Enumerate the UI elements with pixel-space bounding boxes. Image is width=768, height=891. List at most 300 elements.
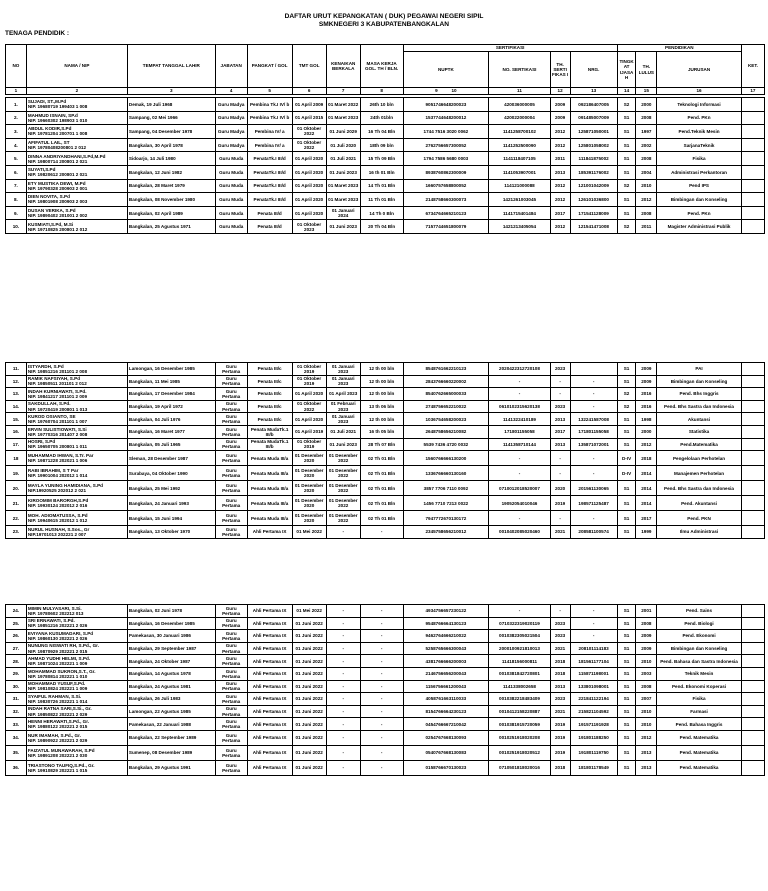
nuptk: 4934756657230122	[403, 605, 489, 618]
jabatan: Guru Pertama	[215, 760, 247, 775]
nuptk: 2345758656210012	[403, 526, 489, 539]
nrg: 125801058002	[570, 138, 617, 152]
nama: MIMIN MULYASARI, S.Si.	[27, 605, 82, 611]
jurusan: Pend. PKN	[657, 511, 742, 526]
nama-nip-cell	[26, 220, 127, 234]
jurusan: Fisika	[657, 693, 742, 706]
tingkat-ijasah: S1	[617, 705, 636, 718]
nuptk: 8548761662210123	[403, 363, 489, 376]
row-number: 13.	[6, 388, 27, 401]
th-sertifikasi: 2018	[550, 655, 570, 668]
nrg: 121001042009	[570, 179, 617, 193]
keterangan	[741, 466, 764, 481]
keterangan	[741, 655, 764, 668]
th-lulus: 2008	[636, 206, 657, 220]
nrg: -	[570, 400, 617, 413]
tmt-gol: 01 Juni 2022	[292, 630, 326, 643]
keterangan	[741, 642, 764, 655]
nrg: 191801188250	[570, 730, 617, 745]
keterangan	[741, 125, 764, 139]
pangkat-gol: Penata MudaTk.1 III/b	[247, 438, 292, 451]
keterangan	[741, 667, 764, 680]
jurusan: Pend.Matematika	[657, 438, 742, 451]
th-lulus: 2009	[636, 363, 657, 376]
nuptk: 1036754658200023	[403, 413, 489, 426]
masa-kerja: 28 Th 07 Bln	[360, 438, 403, 451]
th-sertifikasi: -	[550, 511, 570, 526]
jabatan: Guru Pertama	[215, 705, 247, 718]
no-sertifikasi: 0010251918020512	[489, 745, 551, 760]
keterangan	[741, 496, 764, 511]
th-lulus: 2014	[636, 481, 657, 496]
th-lulus: 2010	[636, 718, 657, 731]
nuptk: 2748756652210022	[403, 400, 489, 413]
th-sertifikasi: 2023	[550, 617, 570, 630]
row-number: 12.	[6, 375, 27, 388]
nip: NIP. 19871024 202221 1 009	[27, 661, 88, 667]
tmt-gol: 01 Desember 2020	[292, 481, 326, 496]
pangkat-gol: Ahli Pertama IX	[247, 526, 292, 539]
nip: NIP. 19780408200801 2 012	[27, 145, 87, 151]
nama-nip-cell	[26, 152, 127, 166]
keterangan	[741, 388, 764, 401]
jurusan: Pend. Matematika	[657, 760, 742, 775]
row-number: 4.	[6, 138, 27, 152]
masa-kerja: 16 th 01 Bln	[360, 165, 403, 179]
nip: NIP. 19871228 202021 1 006	[27, 458, 88, 464]
nama: FAIZATUL MUNAWARAH, S.Pd	[27, 747, 95, 753]
nama-nip-cell	[26, 179, 127, 193]
keterangan	[741, 375, 764, 388]
table-row	[6, 605, 765, 618]
nama: EVIYANA KUSUMADARI, S.Pd	[27, 630, 94, 636]
table-row	[6, 388, 765, 401]
jabatan: Guru Madya	[215, 111, 247, 125]
no-sertifikasi: 1141358710144	[489, 438, 551, 451]
no-sertifikasi: 19052054010046	[489, 496, 551, 511]
jabatan: Guru Pertama	[215, 730, 247, 745]
th-lulus: 2001	[636, 605, 657, 618]
masa-kerja: 24th 01bln	[360, 111, 403, 125]
kenaikan-berkala: 01 Januari 2023	[326, 413, 360, 426]
tmt-gol: 01 Oktober 2022	[292, 400, 326, 413]
th-sertifikasi: 2012	[550, 193, 570, 207]
no-sertifikasi: 1421261003045	[489, 193, 551, 207]
header-kenaikan: KENAIKAN BERKALA	[326, 45, 360, 88]
nama: SAKDULLAH, S.Pd.	[27, 401, 71, 407]
tmt-gol: 01 Oktober 2019	[292, 375, 326, 388]
keterangan	[741, 693, 764, 706]
nama-nip-cell	[26, 111, 127, 125]
nama-nip-cell	[26, 667, 127, 680]
th-sertifikasi: -	[550, 451, 570, 466]
keterangan	[741, 630, 764, 643]
nama: HENNI HERAWATI,S.Pd., Gr.	[27, 719, 90, 725]
th-sertifikasi: 2018	[550, 760, 570, 775]
tmt-gol: 01 Oktober 2023	[292, 220, 326, 234]
nip: NIP. 19720419 200801 1 013	[27, 406, 88, 412]
tingkat-ijasah: S1	[617, 481, 636, 496]
table-row	[6, 496, 765, 511]
kenaikan-berkala: -	[326, 680, 360, 693]
nuptk: 9051746648200023	[403, 98, 489, 112]
nip: NIP. 19851216 202221 2 026	[27, 623, 88, 629]
header-masa-kerja: MASA KERJA GOL. TH / BLN.	[360, 45, 403, 88]
tmt-gol: 01 Juni 2022	[292, 680, 326, 693]
nip: NIP. 19860130 202221 2 026	[27, 635, 88, 641]
table-row	[6, 400, 765, 413]
row-number: 22.	[6, 511, 27, 526]
keterangan	[741, 451, 764, 466]
jurusan: Ilmu Administrasi	[657, 526, 742, 539]
no-sertifikasi: 1141053907001	[489, 165, 551, 179]
tempat-tanggal-lahir: Sampang, 04 Desember 1978	[127, 125, 215, 139]
row-number: 16.	[6, 425, 27, 438]
pangkat-gol: Ahli Pertama IX	[247, 680, 292, 693]
th-sertifikasi: 2017	[550, 425, 570, 438]
th-lulus: 2009	[636, 630, 657, 643]
th-lulus: 2014	[636, 466, 657, 481]
nuptk: 9548766664130123	[403, 617, 489, 630]
th-sertifikasi: -	[550, 375, 570, 388]
tingkat-ijasah: S1	[617, 363, 636, 376]
th-lulus: 2011	[636, 220, 657, 234]
pangkat-gol: Ahli Pertama IX	[247, 605, 292, 618]
header-no: NO	[6, 45, 27, 88]
row-number: 8.	[6, 193, 27, 207]
header-jabatan: JABATAN	[215, 45, 247, 88]
column-number-cell: 16	[657, 88, 742, 95]
th-lulus: 2008	[636, 111, 657, 125]
table-row	[6, 220, 765, 234]
column-number-cell: 17	[741, 88, 764, 95]
nip: NIP. 19841217 201101 2 009	[27, 393, 88, 399]
tempat-tanggal-lahir: Bangkalan, 14 Agustus 1978	[127, 667, 215, 680]
jabatan: Guru Muda	[215, 193, 247, 207]
row-number: 26.	[6, 630, 27, 643]
th-sertifikasi: 2017	[550, 206, 570, 220]
nama-nip-cell	[26, 655, 127, 668]
nip: NIP. 19820612 200801 2 021	[27, 172, 88, 178]
nama-nip-cell	[26, 680, 127, 693]
kenaikan-berkala: 01 Juni 2023	[326, 165, 360, 179]
nama: SUYATI,S.Pd	[27, 167, 56, 173]
nama-nip-cell	[26, 630, 127, 643]
nama: MOH. ADIOMATUSSA, S.Pd	[27, 513, 88, 519]
nip: NIP. 19800714 200801 2 021	[27, 158, 88, 164]
tempat-tanggal-lahir: Bangkalan, 25 Agustus 1971	[127, 220, 215, 234]
table-row	[6, 617, 765, 630]
nama: DUSAN VERIKA, S.Pd	[27, 207, 76, 213]
nrg: 208581100574	[570, 526, 617, 539]
no-sertifikasi: -	[489, 466, 551, 481]
tingkat-ijasah: S1	[617, 760, 636, 775]
table-row	[6, 667, 765, 680]
jurusan: Teknologi Informasi	[657, 98, 742, 112]
pangkat-gol: Pembina IV/ a	[247, 125, 292, 139]
table-row	[6, 206, 765, 220]
jabatan: Guru Pertama	[215, 481, 247, 496]
nip: NIP.19920525 202012 2 021	[27, 488, 87, 494]
tingkat-ijasah: D-IV	[617, 466, 636, 481]
nip: NIP. 19870929 202221 2 015	[27, 648, 88, 654]
nuptk: 1794 7586 5680 0003	[403, 152, 489, 166]
no-sertifikasi: 0710012018520007	[489, 481, 551, 496]
column-number: 9	[435, 88, 438, 94]
keterangan	[741, 760, 764, 775]
nuptk: 2148758660300073	[403, 193, 489, 207]
kenaikan-berkala: -	[326, 617, 360, 630]
jurusan: Farmasi	[657, 705, 742, 718]
header-ttl: TEMPAT TANGGAL LAHIR	[127, 45, 215, 88]
th-sertifikasi: 2018	[550, 667, 570, 680]
table-row	[6, 655, 765, 668]
header-nuptk: NUPTK	[403, 52, 489, 88]
nama-nip-cell	[26, 165, 127, 179]
table-row	[6, 111, 765, 125]
kenaikan-berkala: 01 Desember 2022	[326, 496, 360, 511]
keterangan	[741, 220, 764, 234]
kenaikan-berkala: -	[326, 655, 360, 668]
row-number: 6.	[6, 165, 27, 179]
keterangan	[741, 179, 764, 193]
tingkat-ijasah: S1	[617, 413, 636, 426]
table-row	[6, 138, 765, 152]
jurusan: Magister Administrasi Publik	[657, 220, 742, 234]
table-row	[6, 165, 765, 179]
nrg: 171541128009	[570, 206, 617, 220]
header-nrg: NRG.	[570, 52, 617, 88]
nuptk: 0158766670130023	[403, 760, 489, 775]
column-number-cell	[403, 88, 489, 95]
th-lulus: 2013	[636, 745, 657, 760]
keterangan	[741, 138, 764, 152]
tmt-gol: 01 Juni 2022	[292, 718, 326, 731]
nama: MAYLA YUNING HAMIDIANA, S.Pd	[27, 483, 103, 489]
row-number: 3.	[6, 125, 27, 139]
row-number: 34.	[6, 730, 27, 745]
kenaikan-berkala: 01 April 2023	[326, 388, 360, 401]
jurusan: Teknik Mesin	[657, 667, 742, 680]
nama: HOSRI, S.Pd	[27, 439, 56, 445]
nip: NIP. 19940615 202012 1 012	[27, 518, 88, 524]
nip: NIP. 19891208 202221 2 030	[27, 752, 88, 758]
th-lulus: 2010	[636, 655, 657, 668]
masa-kerja: -	[360, 693, 403, 706]
tingkat-ijasah: S1	[617, 138, 636, 152]
tingkat-ijasah: S1	[617, 375, 636, 388]
nip: NIP. 19890402 201001 2 002	[27, 213, 88, 219]
staff-table-block-3	[5, 604, 765, 776]
tingkat-ijasah: S1	[617, 693, 636, 706]
row-number: 18	[6, 451, 27, 466]
kenaikan-berkala: -	[326, 760, 360, 775]
pangkat-gol: Pembina IV/ a	[247, 138, 292, 152]
masa-kerja: 16 Th 04 Bln	[360, 125, 403, 139]
row-number: 32.	[6, 705, 27, 718]
pangkat-gol: Ahli Pertama IX	[247, 718, 292, 731]
row-number: 30.	[6, 680, 27, 693]
table-row	[6, 125, 765, 139]
masa-kerja: 14 Th 0 Bln	[360, 206, 403, 220]
nrg: -	[570, 511, 617, 526]
nip: NIP. 19801908 200903 2 003	[27, 199, 88, 205]
tmt-gol: 01 Oktober 2019	[292, 363, 326, 376]
jabatan: Guru Pertama	[215, 496, 247, 511]
nuptk: 1336766660130160	[403, 466, 489, 481]
jabatan: Guru Pertama	[215, 693, 247, 706]
jurusan: Pend. Matematika	[657, 745, 742, 760]
th-lulus: 2016	[636, 388, 657, 401]
nip: NIP. 19901004 202012 1 014	[27, 473, 88, 479]
tempat-tanggal-lahir: Surabaya, 04 Oktober 1990	[127, 466, 215, 481]
tempat-tanggal-lahir: Bangkalan, 12 Juni 1982	[127, 165, 215, 179]
tmt-gol: 01 Desember 2020	[292, 511, 326, 526]
jurusan: Pend. Sains	[657, 605, 742, 618]
nrg: 121541471008	[570, 220, 617, 234]
jurusan: Pengelolaan Perhotelan	[657, 451, 742, 466]
table-row	[6, 466, 765, 481]
header-sertifikasi: SERTIFIKASI	[403, 45, 617, 52]
tingkat-ijasah: S1	[617, 680, 636, 693]
masa-kerja: -	[360, 605, 403, 618]
header-no-sertifikasi: NO. SERTIKASI	[489, 52, 551, 88]
tenaga-pendidik-label: TENAGA PENDIDIK :	[5, 30, 70, 37]
tingkat-ijasah: S1	[617, 730, 636, 745]
th-lulus: 2003	[636, 667, 657, 680]
no-sertifikasi: 114121000088	[489, 179, 551, 193]
table-row	[6, 179, 765, 193]
th-sertifikasi: 2021	[550, 642, 570, 655]
pangkat-gol: Penata III/c	[247, 375, 292, 388]
keterangan	[741, 438, 764, 451]
no-sertifikasi: 1141322410189	[489, 413, 551, 426]
jurusan: Pend IPS	[657, 179, 742, 193]
table-row	[6, 745, 765, 760]
masa-kerja: 02 Th 01 Bln	[360, 511, 403, 526]
pangkat-gol: Ahli Pertama IX	[247, 667, 292, 680]
pangkat-gol: Pembina Tk.I IV/ b	[247, 111, 292, 125]
header-nama: NAMA / NIP	[26, 45, 127, 88]
keterangan	[741, 526, 764, 539]
tingkat-ijasah: S1	[617, 193, 636, 207]
kenaikan-berkala: 01 Juni 2023	[326, 438, 360, 451]
nama: ETY MUSTIKA DEWI, M.Pd	[27, 180, 86, 186]
tmt-gol: 01 Mei 2022	[292, 526, 326, 539]
nrg: 115871198001	[570, 667, 617, 680]
header-th-sertifikasi: TH. SERTI FIKAS I	[550, 52, 570, 88]
column-number-cell: 14	[617, 88, 636, 95]
nip: NIP. 19930124 202012 2 016	[27, 503, 88, 509]
header-jurusan: JURUSAN	[657, 52, 742, 88]
nama-nip-cell	[26, 511, 127, 526]
nama: RABI IBRAHIM, S T Par	[27, 468, 79, 474]
tingkat-ijasah: S1	[617, 206, 636, 220]
tmt-gol: 01 Juni 2022	[292, 760, 326, 775]
jurusan: Bimbingan dan Konseling	[657, 375, 742, 388]
column-number-cell: 11	[489, 88, 551, 95]
th-lulus: 2017	[636, 511, 657, 526]
table-row	[6, 693, 765, 706]
nuptk: 8938760862300009	[403, 165, 489, 179]
th-lulus: 1997	[636, 125, 657, 139]
nama: DINNA ANDRIYANDHANI,S.Pd,M.Pd	[27, 153, 106, 159]
masa-kerja: -	[360, 680, 403, 693]
tempat-tanggal-lahir: Bangkalan, 30 April 1978	[127, 138, 215, 152]
no-sertifikasi: 11418156000811	[489, 655, 551, 668]
kenaikan-berkala: -	[326, 705, 360, 718]
tmt-gol: 01 Juni 2022	[292, 642, 326, 655]
nuptk: 3857 7706 7110 0092	[403, 481, 489, 496]
masa-kerja: -	[360, 667, 403, 680]
kenaikan-berkala: -	[326, 693, 360, 706]
th-lulus: 2000	[636, 425, 657, 438]
no-sertifikasi: 1141258700102	[489, 125, 551, 139]
nama-nip-cell	[26, 425, 127, 438]
nrg: -	[570, 451, 617, 466]
tingkat-ijasah: S1	[617, 605, 636, 618]
tmt-gol: 01 Juni 2022	[292, 730, 326, 745]
jabatan: Guru Pertama	[215, 655, 247, 668]
pangkat-gol: Ahli Pertama IX	[247, 745, 292, 760]
column-number-cell: 2	[26, 88, 127, 95]
jabatan: Guru Pertama	[215, 400, 247, 413]
nama-nip-cell	[26, 363, 127, 376]
jurusan: Pend. PKn	[657, 111, 742, 125]
tmt-gol: 01 April 2020	[292, 152, 326, 166]
nuptk: 5539 7436 4720 0032	[403, 438, 489, 451]
jabatan: Guru Muda	[215, 152, 247, 166]
tmt-gol: 01 Mei 2022	[292, 605, 326, 618]
tempat-tanggal-lahir: Bangkalan, 25 Mei 1992	[127, 481, 215, 496]
jurusan: Pend. Bhs Sastra dan Indonesia	[657, 400, 742, 413]
nama-nip-cell	[26, 496, 127, 511]
tempat-tanggal-lahir: Bangkalan, 02 April 1989	[127, 206, 215, 220]
masa-kerja: 15 Th 09 Bln	[360, 152, 403, 166]
nuptk: 2843766660220002	[403, 375, 489, 388]
tingkat-ijasah: S1	[617, 111, 636, 125]
no-sertifikasi: 0710501818020016	[489, 760, 551, 775]
th-sertifikasi: 2012	[550, 179, 570, 193]
nip: NIP. 19780814 202221 1 010	[27, 673, 88, 679]
nuptk: 8154766664230123	[403, 705, 489, 718]
jabatan: Guru Pertama	[215, 413, 247, 426]
th-sertifikasi: 2013	[550, 438, 570, 451]
keterangan	[741, 98, 764, 112]
nrg: 111841875002	[570, 152, 617, 166]
pangkat-gol: Penata Muda III/a	[247, 466, 292, 481]
masa-kerja: 02 Th 01 Bln	[360, 496, 403, 511]
nip: NIP. 19710825 200801 2 012	[27, 226, 88, 232]
keterangan	[741, 363, 764, 376]
no-sertifikasi: 0010382218483409	[489, 693, 551, 706]
tmt-gol: 01 Oktober 2019	[292, 438, 326, 451]
pangkat-gol: PenataTk.I III/d	[247, 179, 292, 193]
nama-nip-cell	[26, 745, 127, 760]
nrg: 171801155058	[570, 425, 617, 438]
kenaikan-berkala: 01 Desember 2022	[326, 511, 360, 526]
pangkat-gol: Ahli Pertama IX	[247, 655, 292, 668]
pangkat-gol: Penata III/c	[247, 388, 292, 401]
jabatan: Guru Pertama	[215, 388, 247, 401]
nuptk: 1156756661200043	[403, 680, 489, 693]
no-sertifikasi: 0010381915720059	[489, 718, 551, 731]
th-sertifikasi: 2021	[550, 526, 570, 539]
th-lulus: 2018	[636, 451, 657, 466]
masa-kerja: -	[360, 705, 403, 718]
nrg: 181561177104	[570, 655, 617, 668]
nip: NIP. 19830726 202221 1 014	[27, 698, 88, 704]
